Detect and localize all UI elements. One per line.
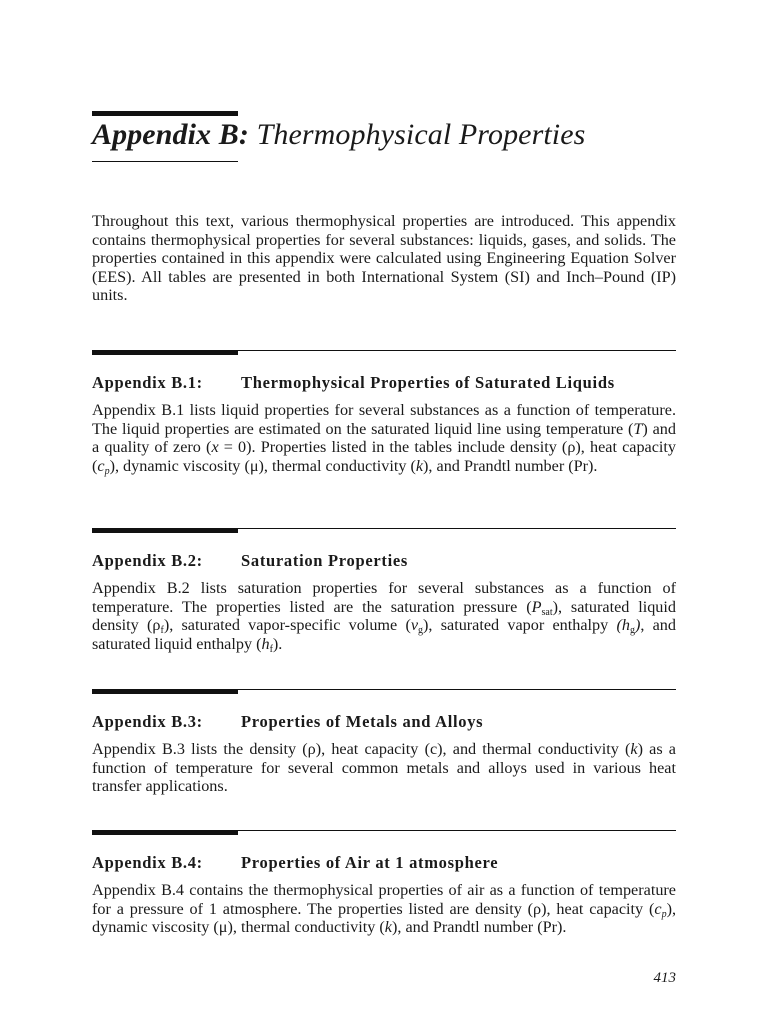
title-rule-bottom	[92, 161, 238, 162]
section-body: Appendix B.3 lists the density (ρ), heat capacity (c), and thermal conductivity (k) as a function of temperature for several common metals and alloys used in various heat transfer applications.	[92, 740, 676, 796]
section-rule	[92, 350, 676, 356]
section-rule	[92, 528, 676, 534]
section-b2	[92, 528, 676, 653]
section-b1	[92, 350, 676, 475]
section-heading	[92, 373, 676, 393]
section-heading	[92, 551, 676, 571]
section-b3	[92, 689, 676, 796]
section-body: Appendix B.4 contains the thermophysical properties of air as a function of temperature for a pressure of 1 atmosphere. The properties listed are density (ρ), heat capacity $(c_p)$, dynamic viscosity (μ), thermal conductivity (k), and Prandtl number (Pr).	[92, 881, 676, 937]
section-number: Appendix B.3:	[92, 712, 203, 731]
page-number: 413	[653, 970, 676, 986]
section-rule	[92, 830, 676, 836]
section-rule	[92, 689, 676, 695]
section-heading	[92, 853, 676, 873]
title-rule-top	[92, 111, 238, 116]
section-body: Appendix B.1 lists liquid properties for several substances as a function of temperature. The liquid properties are estimated on the saturated liquid line using temperature (T) and a quality of zero (x = 0). Properties listed in the tables include density (ρ), heat capacity $(c_p)$, dynamic viscosity (μ), thermal conductivity (k), and Prandtl number (Pr).	[92, 401, 676, 477]
section-heading	[92, 712, 676, 732]
section-number: Appendix B.1:	[92, 373, 203, 392]
document-page	[92, 0, 676, 1024]
section-body: Appendix B.2 lists saturation properties for several substances as a function of temperature. The properties listed are the saturation pressure $(P_{sat})$, saturated liquid density $(\rho_f)$, saturated vapor-specific volume $(v_g)$, saturated vapor enthalpy $(h_g)$, and saturated liquid enthalpy $(h_f)$.	[92, 579, 676, 655]
section-title: Saturation Properties	[241, 551, 409, 570]
title-prefix: Appendix B:	[92, 118, 249, 151]
page-title	[92, 118, 585, 152]
section-number: Appendix B.2:	[92, 551, 203, 570]
section-title: Properties of Air at 1 atmosphere	[241, 853, 499, 872]
section-title: Properties of Metals and Alloys	[241, 712, 484, 731]
intro-paragraph: Throughout this text, various thermophysical properties are introduced. This appendix contains thermophysical properties for several substances: liquids, gases, and solids. The properties contained in this appendix were calculated using Engineering Equation Solver (EES). All tables are presented in both International System (SI) and Inch–Pound (IP) units.	[92, 212, 676, 305]
section-title: Thermophysical Properties of Saturated Liquids	[241, 373, 615, 392]
section-number: Appendix B.4:	[92, 853, 203, 872]
title-main: Thermophysical Properties	[256, 118, 586, 151]
section-b4	[92, 830, 676, 937]
